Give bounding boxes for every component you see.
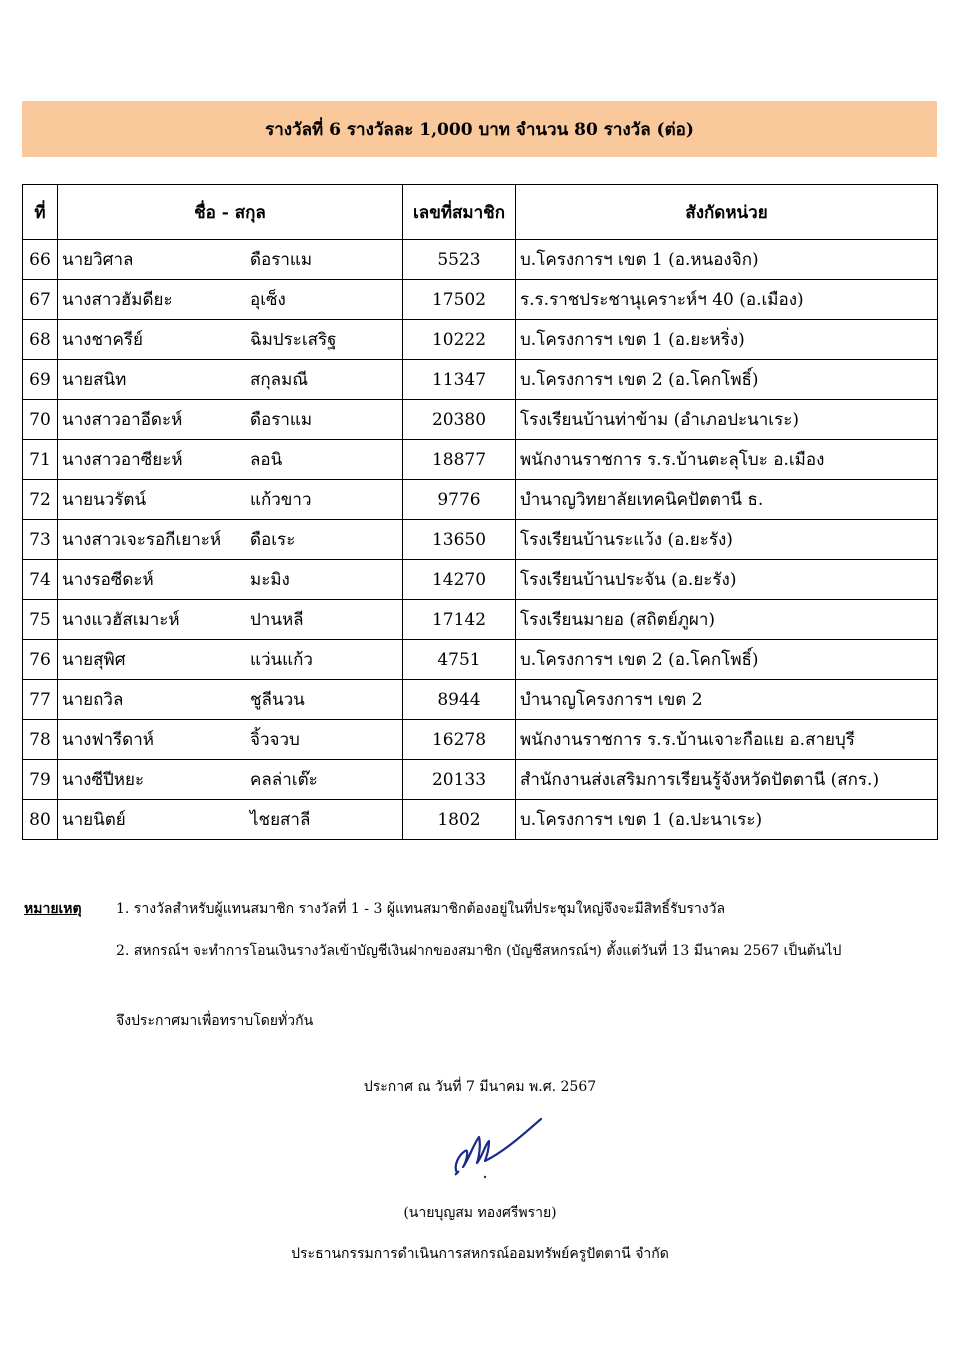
row-last-name: ฉิมประเสริฐ	[250, 330, 337, 350]
table-row	[23, 440, 938, 480]
row-number: 68	[23, 320, 58, 360]
row-number: 72	[23, 480, 58, 520]
row-member-number: 17142	[403, 600, 516, 640]
row-number: 79	[23, 760, 58, 800]
row-last-name: จิ้วจวบ	[250, 730, 300, 750]
row-member-number: 8944	[403, 680, 516, 720]
row-unit: สำนักงานส่งเสริมการเรียนรู้จังหวัดปัตตานี (สกร.)	[516, 760, 938, 800]
row-unit: บำนาญโครงการฯ เขต 2	[516, 680, 938, 720]
row-member-number: 5523	[403, 240, 516, 280]
table-row	[23, 560, 938, 600]
row-last-name: แก้วขาว	[250, 490, 312, 510]
row-number: 76	[23, 640, 58, 680]
row-first-name: นางสาวอาซียะห์	[62, 450, 183, 470]
row-last-name: ปานหลี	[250, 610, 304, 630]
row-last-name: ชูลีนวน	[250, 690, 305, 710]
row-unit: ร.ร.ราชประชานุเคราะห์ฯ 40 (อ.เมือง)	[516, 280, 938, 320]
row-first-name: นายสนิท	[62, 370, 127, 390]
table-row	[23, 400, 938, 440]
row-first-name: นางชาครีย์	[62, 330, 144, 350]
table-row	[23, 360, 938, 400]
row-first-name: นางฟารีดาห์	[62, 730, 154, 750]
row-unit: โรงเรียนบ้านระแว้ง (อ.ยะรัง)	[516, 520, 938, 560]
row-first-name: นายนิตย์	[62, 810, 126, 830]
row-member-number: 16278	[403, 720, 516, 760]
table-row	[23, 720, 938, 760]
row-full-name	[58, 320, 403, 360]
row-member-number: 13650	[403, 520, 516, 560]
row-last-name: ไชยสาลี	[250, 810, 311, 830]
row-full-name	[58, 760, 403, 800]
row-full-name	[58, 680, 403, 720]
row-full-name	[58, 600, 403, 640]
row-unit: บำนาญวิทยาลัยเทคนิคปัตตานี ธ.	[516, 480, 938, 520]
note-item-2: 2. สหกรณ์ฯ จะทำการโอนเงินรางวัลเข้าบัญชีเงินฝากของสมาชิก (บัญชีสหกรณ์ฯ) ตั้งแต่วันที่ 13 มีนาคม 2567 เป็นต้นไป	[116, 943, 842, 959]
row-first-name: นางสาวฮัมดียะ	[62, 290, 173, 310]
table-row	[23, 600, 938, 640]
row-number: 69	[23, 360, 58, 400]
row-member-number: 14270	[403, 560, 516, 600]
row-first-name: นางซีปีหยะ	[62, 770, 145, 790]
prize-banner	[22, 101, 937, 157]
row-full-name	[58, 800, 403, 840]
header-member-number: เลขที่สมาชิก	[403, 185, 516, 240]
row-unit: บ.โครงการฯ เขต 1 (อ.ยะหริ่ง)	[516, 320, 938, 360]
row-unit: บ.โครงการฯ เขต 2 (อ.โคกโพธิ์)	[516, 640, 938, 680]
row-unit: บ.โครงการฯ เขต 1 (อ.หนองจิก)	[516, 240, 938, 280]
row-full-name	[58, 240, 403, 280]
row-last-name: ลอนิ	[250, 450, 283, 470]
row-first-name: นางรอซีดะห์	[62, 570, 154, 590]
winners-table	[22, 184, 938, 840]
row-full-name	[58, 440, 403, 480]
table-row	[23, 680, 938, 720]
row-first-name: นายนวรัตน์	[62, 490, 147, 510]
row-unit: โรงเรียนบ้านท่าข้าม (อำเภอปะนาเระ)	[516, 400, 938, 440]
table-row	[23, 240, 938, 280]
row-member-number: 20133	[403, 760, 516, 800]
table-row	[23, 800, 938, 840]
announcement-date: ประกาศ ณ วันที่ 7 มีนาคม พ.ศ. 2567	[363, 1079, 597, 1095]
row-first-name: นายวิศาล	[62, 250, 134, 270]
note-item-1: 1. รางวัลสำหรับผู้แทนสมาชิก รางวัลที่ 1 - 3 ผู้แทนสมาชิกต้องอยู่ในที่ประชุมใหญ่จึงจะมีสิทธิ์รับรางวัล	[116, 901, 726, 917]
table-row	[23, 480, 938, 520]
row-number: 74	[23, 560, 58, 600]
row-member-number: 17502	[403, 280, 516, 320]
row-number: 66	[23, 240, 58, 280]
row-member-number: 10222	[403, 320, 516, 360]
row-number: 71	[23, 440, 58, 480]
row-first-name: นางแวฮัสเมาะห์	[62, 610, 180, 630]
row-number: 75	[23, 600, 58, 640]
row-number: 73	[23, 520, 58, 560]
row-first-name: นายสุพิศ	[62, 650, 126, 670]
signer-name: (นายบุญสม ทองศรีพราย)	[403, 1205, 557, 1221]
row-last-name: ดือเระ	[250, 530, 296, 550]
row-first-name: นางสาวเจะรอกีเยาะห์	[62, 530, 222, 550]
table-row	[23, 760, 938, 800]
row-first-name: นางสาวอาอีดะห์	[62, 410, 183, 430]
row-last-name: แว่นแก้ว	[250, 650, 313, 670]
row-last-name: ดือราแม	[250, 410, 313, 430]
table-header-row	[23, 185, 938, 240]
row-number: 77	[23, 680, 58, 720]
signer-position: ประธานกรรมการดำเนินการสหกรณ์ออมทรัพย์ครูปัตตานี จำกัด	[291, 1246, 669, 1262]
row-unit: บ.โครงการฯ เขต 1 (อ.ปะนาเระ)	[516, 800, 938, 840]
row-number: 70	[23, 400, 58, 440]
row-full-name	[58, 360, 403, 400]
row-member-number: 1802	[403, 800, 516, 840]
table-row	[23, 640, 938, 680]
row-last-name: สกุลมณี	[250, 370, 309, 390]
header-no: ที่	[23, 185, 58, 240]
row-member-number: 9776	[403, 480, 516, 520]
row-unit: บ.โครงการฯ เขต 2 (อ.โคกโพธิ์)	[516, 360, 938, 400]
row-number: 80	[23, 800, 58, 840]
row-member-number: 20380	[403, 400, 516, 440]
row-full-name	[58, 400, 403, 440]
table-row	[23, 280, 938, 320]
row-full-name	[58, 560, 403, 600]
header-name: ชื่อ - สกุล	[58, 185, 403, 240]
row-full-name	[58, 720, 403, 760]
row-last-name: ดือราแม	[250, 250, 313, 270]
row-full-name	[58, 280, 403, 320]
row-full-name	[58, 640, 403, 680]
prize-title: รางวัลที่ 6 รางวัลละ 1,000 บาท จำนวน 80 รางวัล (ต่อ)	[265, 119, 694, 140]
header-unit: สังกัดหน่วย	[516, 185, 938, 240]
row-last-name: อุเซ็ง	[250, 290, 286, 310]
row-unit: พนักงานราชการ ร.ร.บ้านตะลุโบะ อ.เมือง	[516, 440, 938, 480]
announcement: จึงประกาศมาเพื่อทราบโดยทั่วกัน	[116, 1013, 314, 1029]
row-member-number: 18877	[403, 440, 516, 480]
row-full-name	[58, 480, 403, 520]
row-member-number: 11347	[403, 360, 516, 400]
row-number: 67	[23, 280, 58, 320]
row-unit: โรงเรียนบ้านประจัน (อ.ยะรัง)	[516, 560, 938, 600]
row-unit: โรงเรียนมายอ (สถิตย์ภูผา)	[516, 600, 938, 640]
row-unit: พนักงานราชการ ร.ร.บ้านเจาะกือแย อ.สายบุรี	[516, 720, 938, 760]
row-last-name: คลล่าเต๊ะ	[250, 770, 318, 790]
row-first-name: นายถวิล	[62, 690, 124, 710]
row-number: 78	[23, 720, 58, 760]
handwritten-signature	[445, 1115, 555, 1185]
row-last-name: มะมิง	[250, 570, 290, 590]
notes-label: หมายเหตุ	[24, 901, 82, 917]
table-row	[23, 320, 938, 360]
row-full-name	[58, 520, 403, 560]
table-row	[23, 520, 938, 560]
row-member-number: 4751	[403, 640, 516, 680]
